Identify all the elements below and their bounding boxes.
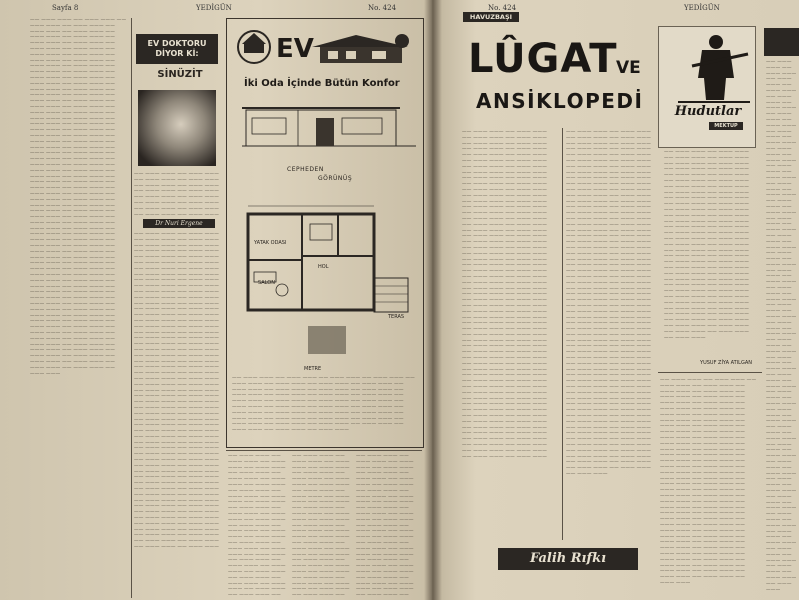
house-window [328,51,338,59]
terrace-area [374,278,408,312]
bed-furniture [310,224,332,240]
logo-house-roof [242,33,266,44]
facade-drawing [238,90,420,168]
headline-ve: VE [616,58,641,78]
facade-window [342,118,382,134]
running-head-title-right: YEDİGÜN [684,4,720,12]
section-rule [226,450,422,451]
patient-photo [138,90,216,166]
mektup-label: MEKTUP [709,122,743,130]
running-head-issue: No. 424 [368,4,397,12]
ev-article-text: —— ——— ——— —— ——— ——— —— ——— ——— —— ——— ——— —— ——— ——— —— ——— ——— —— ——— ——— —— ——— ——— —— ——— ——— —— ——— ——— —— ——— ——— —— ——— ——— —— ——— ——— —— ——— ——— —— ——— ——— —— ——— ——— —— ——— ——— —— ——— ——— —— ——— ——— —— ——— ——— —— ——— ——— —— ——— ——— —— ——— ——— —— ——— ——— —— ——— ——— —— ——— ——— —— ——— ——— —— ——— ——— —— ——— ——— —— ——— ——— —— ——— ——— —— ——— ——— —— ——— ——— —— ——— ——— —— ——— ——— —— ——— ——— —— ——— ——— —— ——— ——— —— ——— ——— [232,376,415,434]
hudutlar-title: Hudutlar [674,104,742,119]
ev-article-title: İki Oda İçinde Bütün Konfor [244,78,400,89]
facade-label: CEPHEDEN [287,166,324,173]
plan-outer-wall [248,214,374,310]
bottom-column-3: —— ——— ——— —— ——— ——— —— ——— ——— —— ——— ——— —— ——— ——— —— ——— ——— —— ——— ——— —— ——— ——— —— ——— ——— —— ——— ——— —— ——— ——— —— ——— ——— —— ——— ——— —— ——— ——— —— ——— ——— —— ——— ——— —— ——— ——— —— ——— ——— —— ——— ——— —— ——— ——— —— ——— ——— —— ——— ——— —— ——— ——— —— ——— ——— —— ——— ——— —— ——— ——— —— ——— ——— —— ——— ——— —— ——— ——— —— ——— ——— —— ——— ——— —— ——— ——— —— ——— ——— —— [356,454,414,598]
body-text-column-1 [30,18,128,598]
doctor-topic-heading: SİNÜZİT [157,69,203,80]
bottom-column-2: —— ——— ——— —— ——— ——— —— ——— ——— —— ——— ——— —— ——— ——— —— ——— ——— —— ——— ——— —— ——— ——— —— ——— ——— —— ——— ——— —— ——— ——— —— ——— ——— —— ——— ——— —— ——— ——— —— ——— ——— —— ——— ——— —— ——— ——— —— ——— ——— —— ——— ——— —— ——— ——— —— ——— ——— —— ——— ——— —— ——— ——— —— ——— ——— —— ——— ——— —— ——— ——— —— ——— ——— —— ——— ——— —— ——— ——— —— ——— ——— —— ——— ——— —— ——— ——— —— ——— ——— —— [292,454,350,598]
right-lower-column: —— ——— ——— —— ——— ——— —— ——— ——— —— ——— ——— —— ——— ——— —— ——— ——— —— ——— ——— —— ——— ——— —— ——— ——— —— ——— ——— —— ——— ——— —— ——— ——— —— ——— ——— —— ——— ——— —— ——— ——— —— ——— ——— —— ——— ——— —— ——— ——— —— ——— ——— —— ——— ——— —— ——— ——— —— ——— ——— —— ——— ——— —— ——— ——— —— ——— ——— —— ——— ——— —— ——— ——— —— ——— ——— —— ——— ——— —— ——— ——— —— ——— ——— —— ——— ——— —— ——— ——— —— ——— ——— —— ——— ——— —— ——— ——— —— ——— ——— —— ——— ——— —— ——— ——— —— ——— ——— —— ——— ——— —— ——— ——— —— ——— ——— —— ——— ——— —— ——— ——— —— ——— ——— —— ——— ——— —— ——— ——— —— ——— ——— —— ——— ——— —— ——— ——— —— ——— ——— —— ——— ——— —— ——— ——— —— ——— ——— —— ——— ——— —— ——— ——— —— ——— ——— —— ——— ——— —— ——— ——— —— ——— ——— —— ——— ——— —— ——— ——— —— ——— ——— —— ——— ——— —— ——— ——— —— ——— ——— —— ——— ——— —— ——— ——— —— ——— ——— —— ——— ——— [660,378,757,586]
ev-doktoru-box [136,34,218,64]
headline-lugat: LÛGAT [468,36,618,82]
lugat-column-2: —— ——— ——— —— ——— ——— —— ——— ——— —— ——— ——— —— ——— ——— —— ——— ——— —— ——— ——— —— ——— ——— —— ——— ——— —— ——— ——— —— ——— ——— —— ——— ——— —— ——— ——— —— ——— ——— —— ——— ——— —— ——— ——— —— ——— ——— —— ——— ——— —— ——— ——— —— ——— ——— —— ——— ——— —— ——— ——— —— ——— ——— —— ——— ——— —— ——— ——— —— ——— ——— —— ——— ——— —— ——— ——— —— ——— ——— —— ——— ——— —— ——— ——— —— ——— ——— —— ——— ——— —— ——— ——— —— ——— ——— —— ——— ——— —— ——— ——— —— ——— ——— —— ——— ——— —— ——— ——— —— ——— ——— —— ——— ——— —— ——— ——— —— ——— ——— —— ——— ——— —— ——— ——— —— ——— ——— —— ——— ——— —— ——— ——— —— ——— ——— —— ——— ——— —— ——— ——— —— ——— ——— —— ——— ——— —— ——— ——— —— ——— ——— —— ——— ——— —— ——— ——— —— ——— ——— —— ——— ——— —— ——— ——— —— ——— ——— —— ——— ——— —— ——— ——— —— ——— ——— —— ——— ——— —— ——— ——— —— ——— ——— —— ——— ——— —— ——— ——— —— ——— ——— —— ——— ——— —— ——— ——— —— ——— ——— —— ——— ——— —— ——— ——— —— ——— ——— —— ——— ——— —— ——— ——— —— ——— ——— —— ——— ——— —— ——— ——— —— ——— ——— —— ——— ——— —— ——— ——— —— ——— ——— —— ——— ——— —— ——— ——— —— ——— ——— —— ——— ——— —— ——— ——— —— ——— ——— —— ——— ——— —— ——— ——— —— ——— ——— —— ——— ——— —— ——— ——— —— ——— ——— —— ——— ——— —— ——— ——— —— ——— ——— —— ——— ——— —— ——— ——— —— ——— ——— —— ——— ——— —— ——— ——— —— ——— ——— —— ——— ——— —— ——— ——— —— ——— ——— —— ——— ——— —— ——— ——— —— ——— ——— —— ——— ——— —— ——— ——— —— ——— ——— —— ——— ——— —— ——— ——— —— ——— ——— [566,130,652,478]
scale-label: METRE [304,366,322,372]
poem-author: YUSUF ZİYA ATILGAN [700,360,752,366]
facade-door [316,118,334,146]
soldier-head [709,35,723,49]
ev-logo-text: EV [276,34,314,64]
running-head-title: YEDİGÜN [196,4,232,12]
house-illustration-roof [312,35,408,47]
tree [395,34,409,48]
doctor-signature: Dr Nuri Ergene [143,219,215,228]
bottom-column-1: —— ——— ——— —— ——— ——— —— ——— ——— —— ——— ——— —— ——— ——— —— ——— ——— —— ——— ——— —— ——— ——— —— ——— ——— —— ——— ——— —— ——— ——— —— ——— ——— —— ——— ——— —— ——— ——— —— ——— ——— —— ——— ——— —— ——— ——— —— ——— ——— —— ——— ——— —— ——— ——— —— ——— ——— —— ——— ——— —— ——— ——— —— ——— ——— —— ——— ——— —— ——— ——— —— ——— ——— —— ——— ——— —— ——— ——— —— ——— ——— —— ——— ——— —— ——— ——— —— ——— ——— —— [228,454,286,598]
floor-plan [238,186,420,366]
plan-label-salon: SALON [258,280,275,286]
column-divider [562,128,563,540]
plan-label-teras: TERAS [388,314,405,320]
house-window [372,51,386,59]
house-window [346,51,356,59]
book-gutter [424,0,442,600]
logo-house-body [244,43,264,53]
column-divider [131,18,132,598]
soldier-silhouette-illustration [672,32,752,106]
ev-doktoru-label: EV DOKTORU DİYOR Kİ: [147,39,207,58]
running-head-page-number: Sayfa 8 [52,4,79,12]
table-furniture [276,284,288,296]
running-head-issue-right: No. 424 [488,4,517,12]
edge-column-header [764,28,799,56]
doctor-intro-text: —— ——— ——— —— ——— ——— —— ——— ——— —— ——— ——— —— ——— ——— —— ——— ——— —— ——— ——— —— ——— ——— —— ——— ——— —— ——— ——— —— ——— ——— —— ——— ——— —— ——— ——— —— ——— ——— —— ——— ——— —— ——— ——— [134,172,220,216]
plan-label-hol: HOL [318,264,329,270]
doctor-article-text: —— ——— ——— —— ——— ——— —— ——— ——— —— ——— ——— —— ——— ——— —— ——— ——— —— ——— ——— —— ——— ——— —— ——— ——— —— ——— ——— —— ——— ——— —— ——— ——— —— ——— ——— —— ——— ——— —— ——— ——— —— ——— ——— —— ——— ——— —— ——— ——— —— ——— ——— —— ——— ——— —— ——— ——— —— ——— ——— —— ——— ——— —— ——— ——— —— ——— ——— —— ——— ——— —— ——— ——— —— ——— ——— —— ——— ——— —— ——— ——— —— ——— ——— —— ——— ——— —— ——— ——— —— ——— ——— —— ——— ——— —— ——— ——— —— ——— ——— —— ——— ——— —— ——— ——— —— ——— ——— —— ——— ——— —— ——— ——— —— ——— ——— —— ——— ——— —— ——— ——— —— ——— ——— —— ——— ——— —— ——— ——— —— ——— ——— —— ——— ——— —— ——— ——— —— ——— ——— —— ——— ——— —— ——— ——— —— ——— ——— —— ——— ——— —— ——— ——— —— ——— ——— —— ——— ——— —— ——— ——— —— ——— ——— —— ——— ——— —— ——— ——— —— ——— ——— —— ——— ——— —— ——— ——— —— ——— ——— —— ——— ——— —— ——— ——— —— ——— ——— —— ——— ——— —— ——— ——— —— ——— ——— —— ——— ——— —— ——— ——— —— ——— ——— —— ——— ——— —— ——— ——— —— ——— ——— —— ——— ——— —— ——— ——— —— ——— ——— —— ——— ——— —— ——— ——— —— ——— ——— —— ——— ——— —— ——— ——— —— ——— ——— —— ——— ——— —— ——— ——— —— ——— ——— —— ——— ——— —— ——— ——— —— ——— ——— —— ——— ——— —— ——— ——— —— ——— ——— —— ——— ——— —— ——— ——— —— ——— ——— —— ——— ——— —— ——— ——— —— ——— ——— —— ——— ——— —— ——— ——— —— ——— ——— —— ——— ——— —— ——— ——— —— ——— ——— —— ——— ——— [134,232,220,551]
edge-column-text: —— ——— ——— —— ——— ——— —— ——— ——— —— ——— ——— —— ——— ——— —— ——— ——— —— ——— ——— —— ——— ——— —— ——— ——— —— ——— ——— —— ——— ——— —— ——— ——— —— ——— ——— —— ——— ——— —— ——— ——— —— ——— ——— —— ——— ——— —— ——— ——— —— ——— ——— —— ——— ——— —— ——— ——— —— ——— ——— —— ——— ——— —— ——— ——— —— ——— ——— —— ——— ——— —— ——— ——— —— ——— ——— —— ——— ——— —— ——— ——— —— ——— ——— —— ——— ——— —— ——— ——— —— ——— ——— —— ——— ——— —— ——— ——— —— ——— ——— —— ——— ——— —— ——— ——— —— ——— ——— —— ——— ——— —— ——— ——— —— ——— ——— —— ——— ——— —— ——— ——— —— ——— ——— —— ——— ——— —— ——— ——— —— ——— ——— —— ——— ——— —— ——— ——— —— ——— ——— —— ——— ——— —— ——— ——— —— ——— ——— —— ——— ——— —— ——— ——— —— ——— ——— —— ——— ——— —— ——— ——— —— ——— ——— [766,60,797,593]
ev-house-logo [236,25,414,69]
lugat-column-1: —— ——— ——— —— ——— ——— —— ——— ——— —— ——— ——— —— ——— ——— —— ——— ——— —— ——— ——— —— ——— ——— —— ——— ——— —— ——— ——— —— ——— ——— —— ——— ——— —— ——— ——— —— ——— ——— —— ——— ——— —— ——— ——— —— ——— ——— —— ——— ——— —— ——— ——— —— ——— ——— —— ——— ——— —— ——— ——— —— ——— ——— —— ——— ——— —— ——— ——— —— ——— ——— —— ——— ——— —— ——— ——— —— ——— ——— —— ——— ——— —— ——— ——— —— ——— ——— —— ——— ——— —— ——— ——— —— ——— ——— —— ——— ——— —— ——— ——— —— ——— ——— —— ——— ——— —— ——— ——— —— ——— ——— —— ——— ——— —— ——— ——— —— ——— ——— —— ——— ——— —— ——— ——— —— ——— ——— —— ——— ——— —— ——— ——— —— ——— ——— —— ——— ——— —— ——— ——— —— ——— ——— —— ——— ——— —— ——— ——— —— ——— ——— —— ——— ——— —— ——— ——— —— ——— ——— —— ——— ——— —— ——— ——— —— ——— ——— —— ——— ——— —— ——— ——— —— ——— ——— —— ——— ——— —— ——— ——— —— ——— ——— —— ——— ——— —— ——— ——— —— ——— ——— —— ——— ——— —— ——— ——— —— ——— ——— —— ——— ——— —— ——— ——— —— ——— ——— —— ——— ——— —— ——— ——— —— ——— ——— —— ——— ——— —— ——— ——— —— ——— ——— —— ——— ——— —— ——— ——— —— ——— ——— —— ——— ——— —— ——— ——— —— ——— ——— —— ——— ——— —— ——— ——— —— ——— ——— —— ——— ——— —— ——— ——— —— ——— ——— —— ——— ——— —— ——— ——— —— ——— ——— —— ——— ——— —— ——— ——— —— ——— ——— —— ——— ——— —— ——— ——— —— ——— ——— —— ——— ——— —— ——— ——— —— ——— ——— —— ——— ——— —— ——— ——— —— ——— ——— —— ——— ——— —— ——— ——— —— ——— ——— —— ——— ——— [462,130,548,460]
section-label-havuzbasi: HAVUZBAŞI [463,12,519,22]
view-label: GÖRÜNÜŞ [318,175,353,182]
poem-text: —— ——— ——— —— ——— ——— —— ——— ——— —— ——— ——— —— ——— ——— —— ——— ——— —— ——— ——— —— ——— ——— —— ——— ——— —— ——— ——— —— ——— ——— —— ——— ——— —— ——— ——— —— ——— ——— —— ——— ——— —— ——— ——— —— ——— ——— —— ——— ——— —— ——— ——— —— ——— ——— —— ——— ——— —— ——— ——— —— ——— ——— —— ——— ——— —— ——— ——— —— ——— ——— —— ——— ——— —— ——— ——— —— ——— ——— —— ——— ——— —— ——— ——— —— ——— ——— —— ——— ——— —— ——— ——— —— ——— ——— —— ——— ——— —— ——— ——— —— ——— ——— —— ——— ——— —— ——— ——— —— ——— ——— —— ——— ——— —— ——— ——— —— ——— ——— —— ——— ——— —— ——— ——— —— ——— ——— —— ——— ——— —— ——— ——— —— ——— ——— —— ——— ——— —— ——— ——— —— ——— ——— —— ——— ——— —— ——— ——— —— ——— ——— —— ——— ——— —— ——— ——— —— ——— ——— —— ——— ——— —— ——— ——— —— ——— ——— —— ——— ——— —— ——— ——— —— ——— ——— [664,150,750,341]
plan-label-yatak-odasi: YATAK ODASI [254,240,287,246]
body-text-filler: —— ——— ——— —— ——— ——— —— ——— ——— —— ——— ——— —— ——— ——— —— ——— ——— —— ——— ——— —— ——— ——— —— ——— ——— —— ——— ——— —— ——— ——— —— ——— ——— —— ——— ——— —— ——— ——— —— ——— ——— —— ——— ——— —— ——— ——— —— ——— ——— —— ——— ——— —— ——— ——— —— ——— ——— —— ——— ——— —— ——— ——— —— ——— ——— —— ——— ——— —— ——— ——— —— ——— ——— —— ——— ——— —— ——— ——— —— ——— ——— —— ——— ——— —— ——— ——— —— ——— ——— —— ——— ——— —— ——— ——— —— ——— ——— —— ——— ——— —— ——— ——— —— ——— ——— —— ——— ——— —— ——— ——— —— ——— ——— —— ——— ——— —— ——— ——— —— ——— ——— —— ——— ——— —— ——— ——— —— ——— ——— —— ——— ——— —— ——— ——— —— ——— ——— —— ——— ——— —— ——— ——— —— ——— ——— —— ——— ——— —— ——— ——— —— ——— ——— —— ——— ——— —— ——— ——— —— ——— ——— —— ——— ——— —— ——— ——— —— ——— ——— —— ——— ——— —— ——— ——— —— ——— ——— —— ——— ——— —— ——— ——— —— ——— ——— —— ——— ——— —— ——— ——— —— ——— ——— —— ——— ——— —— ——— ——— —— ——— ——— —— ——— ——— —— ——— ——— —— ——— ——— —— ——— ——— —— ——— ——— —— ——— ——— —— ——— ——— —— ——— ——— —— ——— ——— —— ——— ——— —— ——— ——— —— ——— ——— —— ——— ——— —— ——— ——— —— ——— ——— —— ——— ——— —— ——— ——— —— ——— ——— —— ——— ——— —— ——— ——— —— ——— ——— —— ——— ——— —— ——— ——— —— ——— ——— —— ——— ——— —— ——— ——— —— ——— ——— —— ——— ——— —— ——— ——— —— ——— ——— —— ——— ——— —— ——— ——— —— ——— ——— —— ——— ——— —— ——— ——— —— ——— ——— —— ——— ——— —— ——— ——— —— ——— ——— —— ——— ——— —— ——— ——— —— ——— ——— —— ——— ——— —— ——— ——— —— ——— ——— —— ——— ——— —— ——— ——— —— ——— ——— [30,18,127,377]
garden-patch [308,326,346,354]
section-rule [658,372,762,373]
headline-ansiklopedi: ANSİKLOPEDİ [476,89,644,113]
facade-window [252,118,286,134]
falih-rifki-signature: Falih Rıfkı [498,548,638,570]
